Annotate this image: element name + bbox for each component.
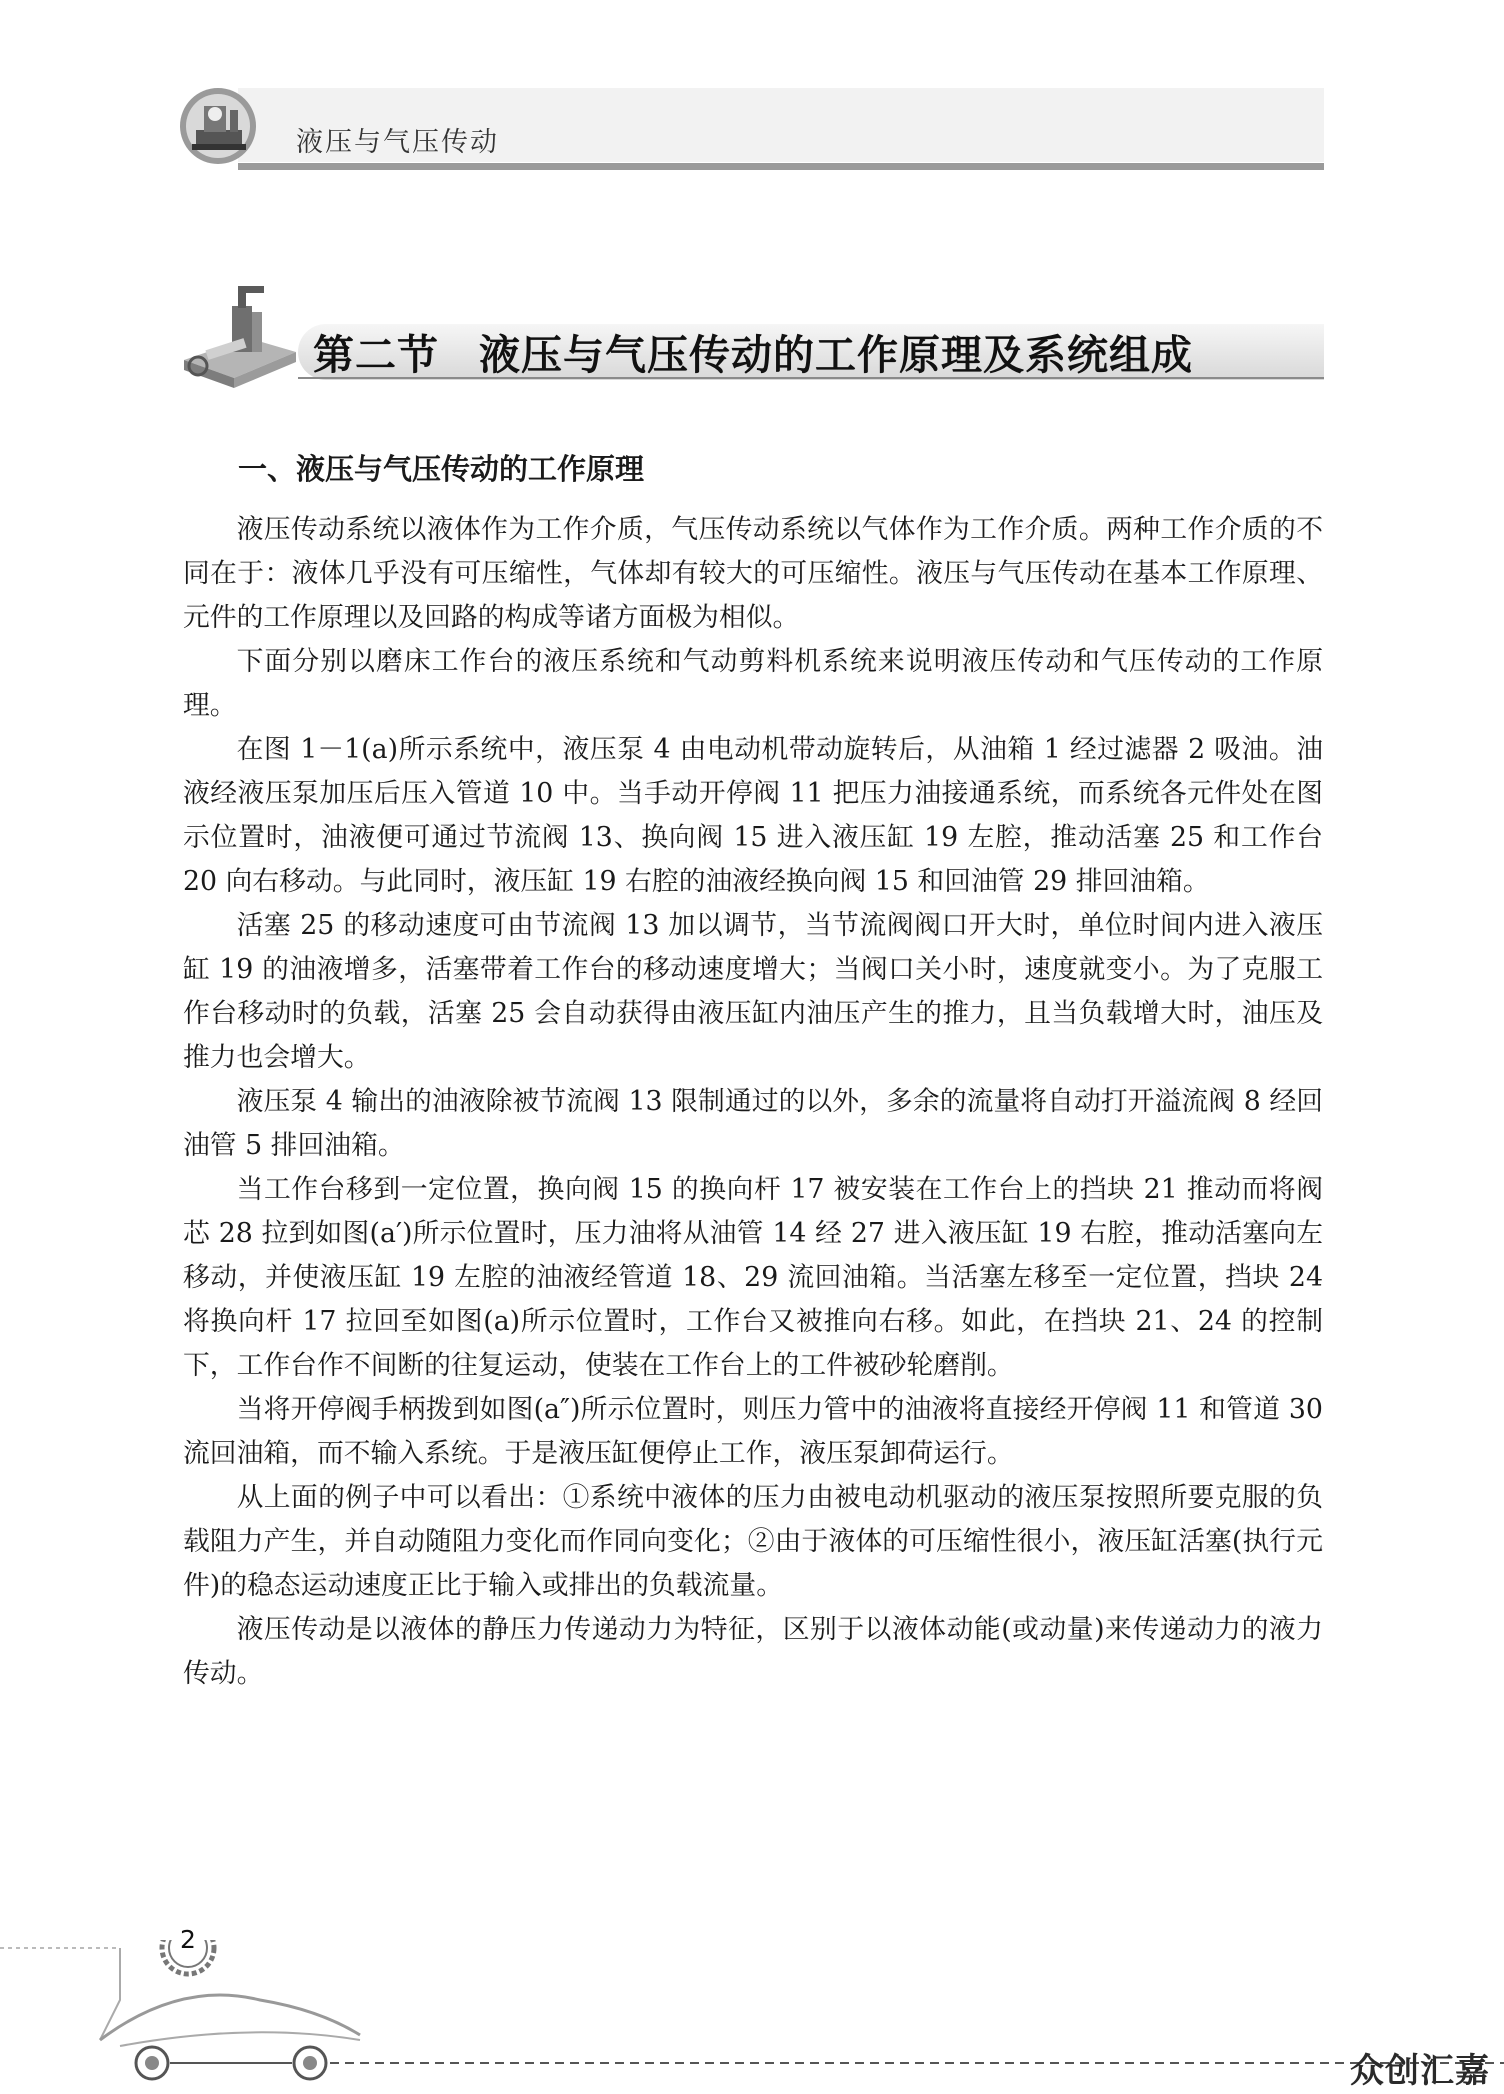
paragraph: 在图 1－1(a)所示系统中，液压泵 4 由电动机带动旋转后，从油箱 1 经过滤器 2 吸油。油液经液压泵加压后压入管道 10 中。当手动开停阀 11 把压力油接通系统，而系统各元件处在图示位置时，油液便可通过节流阀 13、换向阀 15 进入液压缸 19 左腔，推动活塞 25 和工作台 20 向右移动。与此同时，液压缸 19 右腔的油液经换向阀 15 和回油管 29 排回油箱。 — [183, 734, 1323, 897]
paragraph: 活塞 25 的移动速度可由节流阀 13 加以调节，当节流阀阀口开大时，单位时间内进入液压缸 19 的油液增多，活塞带着工作台的移动速度增大；当阀口关小时，速度就变小。为了克服工作台移动时的负载，活塞 25 会自动获得由液压缸内油压产生的推力，且当负载增大时，油压及推力也会增大。 — [183, 910, 1323, 1073]
paragraph: 当将开停阀手柄拨到如图(a″)所示位置时，则压力管中的油液将直接经开停阀 11 和管道 30 流回油箱，而不输入系统。于是液压缸便停止工作，液压泵卸荷运行。 — [183, 1394, 1323, 1469]
paragraph: 液压传动是以液体的静压力传递动力为特征，区别于以液体动能(或动量)来传递动力的液力传动。 — [183, 1614, 1323, 1689]
paragraph: 从上面的例子中可以看出：①系统中液体的压力由被电动机驱动的液压泵按照所要克服的负载阻力产生，并自动随阻力变化而作同向变化；②由于液体的可压缩性很小，液压缸活塞(执行元件)的稳态运动速度正比于输入或排出的负载流量。 — [183, 1482, 1323, 1601]
grinding-machine-icon — [178, 282, 308, 394]
paragraph: 液压泵 4 输出的油液除被节流阀 13 限制通过的以外，多余的流量将自动打开溢流阀 8 经回油管 5 排回油箱。 — [183, 1086, 1323, 1161]
body-text — [183, 508, 1323, 1696]
header-rule — [238, 163, 1324, 170]
subsection-heading: 一、液压与气压传动的工作原理 — [238, 452, 645, 486]
section-number: 第二节 — [313, 331, 439, 379]
section-banner — [178, 282, 1324, 394]
machine-emblem-icon — [178, 84, 258, 172]
footer-car-decoration — [0, 1940, 1504, 2094]
running-header — [178, 84, 1324, 174]
running-title: 液压与气压传动 — [296, 127, 499, 158]
section-title-text: 液压与气压传动的工作原理及系统组成 — [479, 331, 1193, 379]
page-number: 2 — [180, 1925, 196, 1954]
paragraph: 液压传动系统以液体作为工作介质，气压传动系统以气体作为工作介质。两种工作介质的不同在于：液体几乎没有可压缩性，气体却有较大的可压缩性。液压与气压传动在基本工作原理、元件的工作原理以及回路的构成等诸方面极为相似。 — [183, 514, 1323, 633]
brand-watermark: 众创汇嘉 — [1350, 2051, 1490, 2091]
paragraph: 当工作台移到一定位置，换向阀 15 的换向杆 17 被安装在工作台上的挡块 21 推动而将阀芯 28 拉到如图(a′)所示位置时，压力油将从油管 14 经 27 进入液压缸 19 右腔，推动活塞向左移动，并使液压缸 19 左腔的油液经管道 18、29 流回油箱。当活塞左移至一定位置，挡块 24 将换向杆 17 拉回至如图(a)所示位置时，工作台又被推向右移。如此，在挡块 21、24 的控制下，工作台作不间断的往复运动，使装在工作台上的工件被砂轮磨削。 — [183, 1174, 1323, 1381]
section-title — [313, 322, 1193, 381]
paragraph: 下面分别以磨床工作台的液压系统和气动剪料机系统来说明液压传动和气压传动的工作原理。 — [183, 646, 1323, 721]
